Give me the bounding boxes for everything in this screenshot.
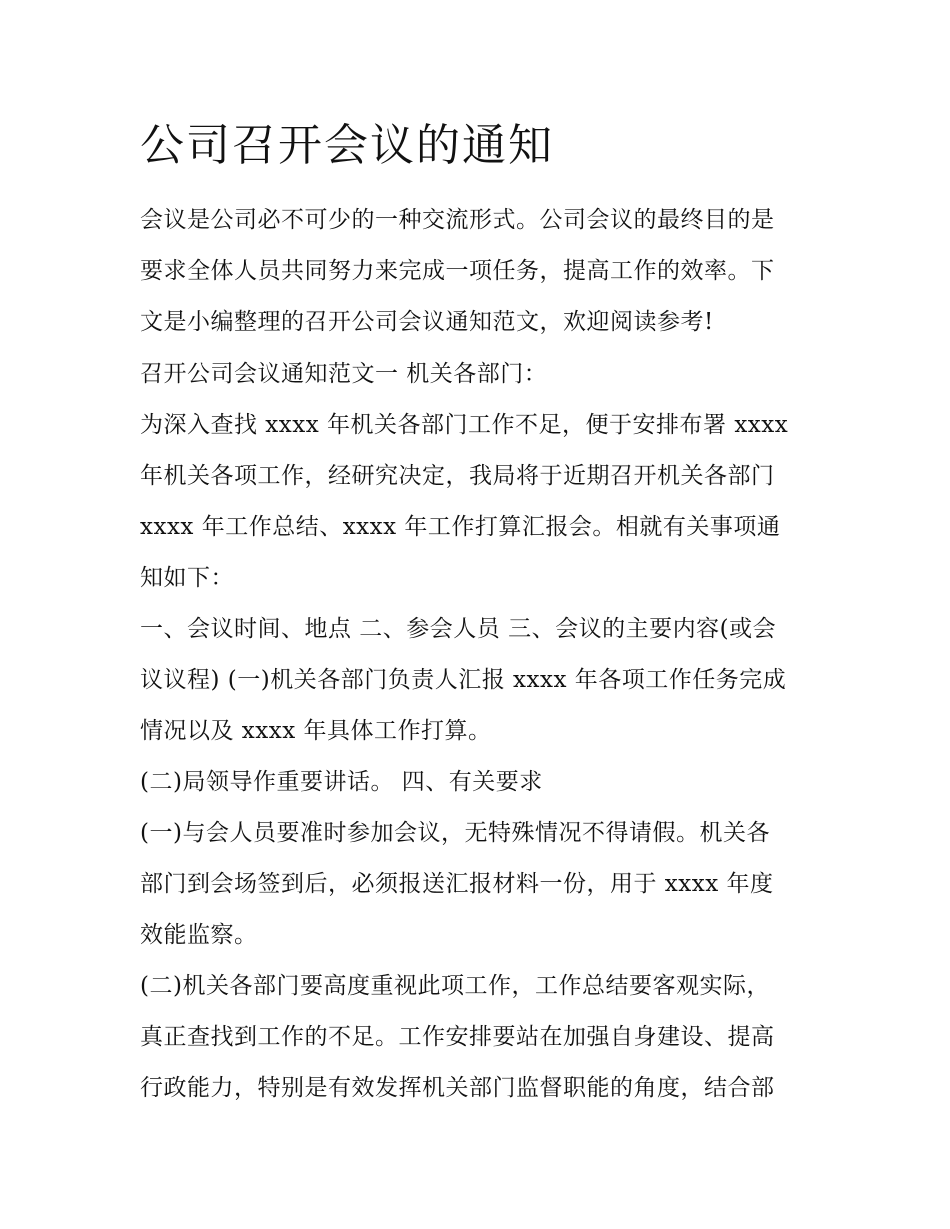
document-title: 公司召开会议的通知: [140, 120, 554, 171]
paragraph-line: xxxx 年工作总结、xxxx 年工作打算汇报会。相就有关事项通: [140, 514, 781, 540]
paragraph-line: 要求全体人员共同努力来完成一项任务，提高工作的效率。下: [140, 258, 775, 284]
paragraph-line: 知如下：: [140, 565, 234, 591]
paragraph-line: 真正查找到工作的不足。工作安排要站在加强自身建设、提高: [140, 1024, 775, 1050]
paragraph-line: 效能监察。: [140, 922, 258, 948]
paragraph-line: (一)与会人员要准时参加会议，无特殊情况不得请假。机关各: [140, 820, 770, 846]
paragraph-line: 情况以及 xxxx 年具体工作打算。: [140, 718, 492, 744]
paragraph-line: 年机关各项工作，经研究决定，我局将于近期召开机关各部门: [140, 463, 775, 489]
paragraph-line: (二)局领导作重要讲话。 四、有关要求: [140, 769, 543, 795]
paragraph-line: 文是小编整理的召开公司会议通知范文，欢迎阅读参考!: [140, 309, 714, 335]
paragraph-line: 为深入查找 xxxx 年机关各部门工作不足，便于安排布署 xxxx: [140, 412, 789, 438]
paragraph-line: 行政能力，特别是有效发挥机关部门监督职能的角度，结合部: [140, 1075, 775, 1101]
paragraph-line: 议议程) (一)机关各部门负责人汇报 xxxx 年各项工作任务完成: [140, 667, 787, 693]
paragraph-line: (二)机关各部门要高度重视此项工作，工作总结要客观实际，: [140, 973, 770, 999]
paragraph-line: 召开公司会议通知范文一 机关各部门：: [140, 361, 548, 387]
paragraph-line: 一、会议时间、地点 二、参会人员 三、会议的主要内容(或会: [140, 616, 777, 642]
paragraph-line: 会议是公司必不可少的一种交流形式。公司会议的最终目的是: [140, 207, 775, 233]
paragraph-line: 部门到会场签到后，必须报送汇报材料一份，用于 xxxx 年度: [140, 871, 774, 897]
